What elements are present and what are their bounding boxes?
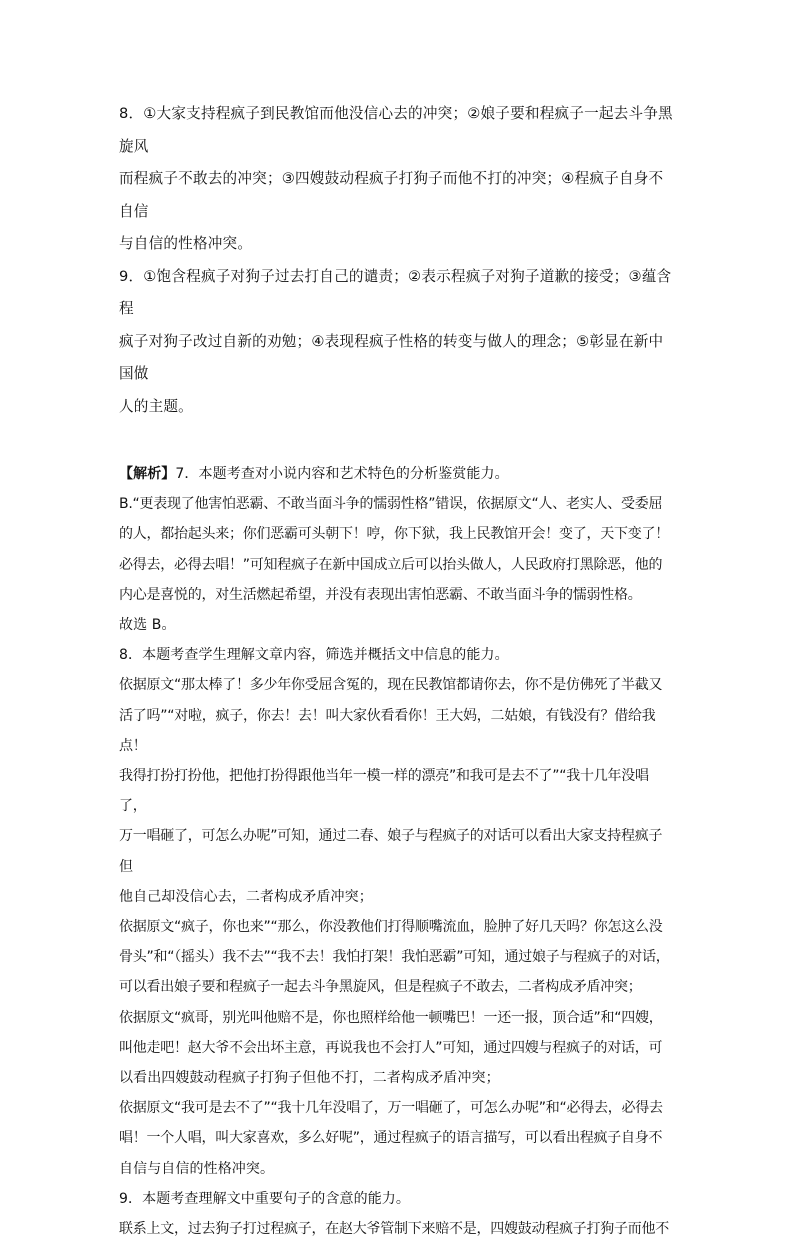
analysis-line-2: B.“更表现了他害怕恶霸、不敢当面斗争的懦弱性格”错误，依据原文“人、老实人、受委屈 xyxy=(119,496,663,513)
analysis-line-3: 的人，都抬起头来；你们恶霸可头朝下！哼，你下狱，我上民教馆开会！变了，天下变了！ xyxy=(119,526,669,543)
analysis-line-18: 以看出四嫂鼓动程疯子打狗子但他不打，二者构成矛盾冲突； xyxy=(119,1070,500,1087)
answer-8-line-2: 而程疯子不敢去的冲突；③四嫂鼓动程疯子打狗子而他不打的冲突；④程疯子自身不自信 xyxy=(119,170,664,220)
analysis-line-16: 依据原文“疯哥，别光叫他赔不是，你也照样给他一顿嘴巴！一还一报，顶合适”和“四嫂， xyxy=(119,1009,663,1026)
analysis-line-23: 联系上文，过去狗子打过程疯子，在赵大爷管制下来赔不是，四嫂鼓动程疯子打狗子而他不 xyxy=(119,1221,669,1238)
analysis-line-11: 万一唱砸了，可怎么办呢”可知，通过二春、娘子与程疯子的对话可以看出大家支持程疯子但 xyxy=(119,828,663,875)
answer-8-line-1: 8．①大家支持程疯子到民教馆而他没信心去的冲突；②娘子要和程疯子一起去斗争黑旋风 xyxy=(119,105,673,155)
analysis-line-9: 活了吗”“对啦，疯子，你去！去！叫大家伙看看你！王大妈，二姑娘，有钱没有？借给我点！ xyxy=(119,707,656,754)
analysis-line-22: 9．本题考查理解文中重要句子的含意的能力。 xyxy=(119,1190,411,1207)
analysis-line-17: 叫他走吧！赵大爷不会出坏主意，再说我也不会打人”可知，通过四嫂与程疯子的对话，可 xyxy=(119,1039,663,1056)
analysis-line-19: 依据原文“我可是去不了”“我十几年没唱了，万一唱砸了，可怎么办呢”和“必得去，必得去 xyxy=(119,1100,663,1117)
analysis-line-5: 内心是喜悦的，对生活燃起希望，并没有表现出害怕恶霸、不敢当面斗争的懦弱性格。 xyxy=(119,586,642,603)
analysis-line-8: 依据原文“那太棒了！多少年你受屈含冤的，现在民教馆都请你去，你不是仿佛死了半截又 xyxy=(119,677,663,694)
analysis-line-14: 骨头”和“（摇头）我不去”“我不去！我怕打架！我怕恶霸”可知，通过娘子与程疯子的对话， xyxy=(119,949,670,966)
analysis-label: 【解析】 xyxy=(119,466,176,482)
analysis-line-13: 依据原文“疯子，你也来”“那么，你没教他们打得顺嘴流血，脸肿了好几天吗？你怎这么没 xyxy=(119,919,663,936)
analysis-line-6: 故选 B。 xyxy=(119,617,176,634)
document-page xyxy=(119,98,675,1244)
answer-8-line-3: 与自信的性格冲突。 xyxy=(119,235,253,252)
analysis-line-15: 可以看出娘子要和程疯子一起去斗争黑旋风，但是程疯子不敢去，二者构成矛盾冲突； xyxy=(119,979,642,996)
answer-9-line-2: 疯子对狗子改过自新的劝勉；④表现程疯子性格的转变与做人的理念；⑤彰显在新中国做 xyxy=(119,332,664,382)
analysis-line-7: 8．本题考查学生理解文章内容，筛选并概括文中信息的能力。 xyxy=(119,647,509,664)
answer-9-line-1: 9．①饱含程疯子对狗子过去打自己的谴责；②表示程疯子对狗子道歉的接受；③蕴含程 xyxy=(119,267,672,317)
answer-block xyxy=(119,98,675,423)
answer-9-line-3: 人的主题。 xyxy=(119,397,193,415)
analysis-line-4: 必得去，必得去唱！”可知程疯子在新中国成立后可以抬头做人，人民政府打黑除恶，他的 xyxy=(119,556,663,573)
analysis-line-12: 他自己却没信心去，二者构成矛盾冲突； xyxy=(119,888,373,905)
analysis-line-21: 自信与自信的性格冲突。 xyxy=(119,1160,275,1177)
analysis-line-20: 唱！一个人唱，叫大家喜欢，多么好呢”，通过程疯子的语言描写，可以看出程疯子自身不 xyxy=(119,1130,663,1147)
analysis-block xyxy=(119,459,675,1244)
analysis-line-1: 【解析】7．本题考查对小说内容和艺术特色的分析鉴赏能力。 xyxy=(119,466,509,482)
analysis-line-10: 我得打扮打扮他，把他打扮得跟他当年一模一样的漂亮”和我可是去不了”“我十几年没唱了， xyxy=(119,768,649,815)
